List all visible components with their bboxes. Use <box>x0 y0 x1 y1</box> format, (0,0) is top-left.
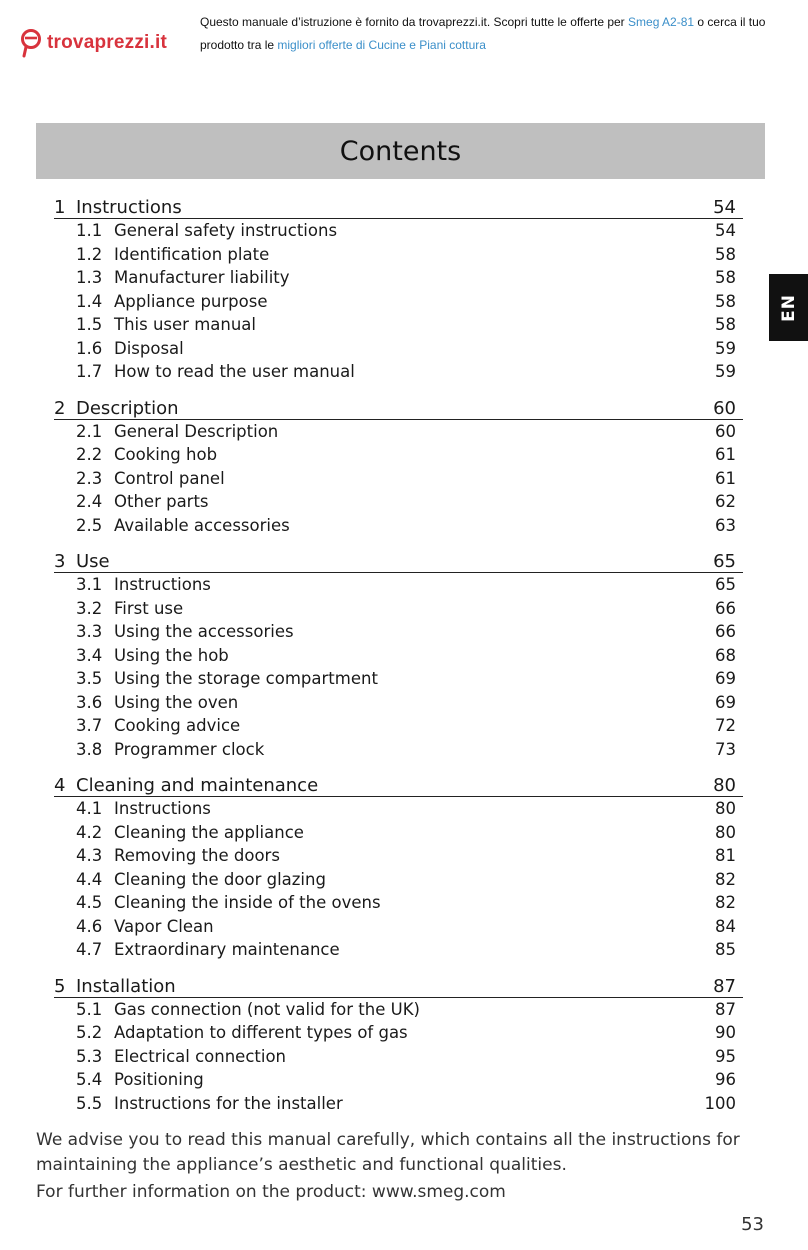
entry-number: 2.4 <box>76 492 103 511</box>
entry-title: Vapor Clean <box>114 916 214 936</box>
entry-label <box>76 891 381 915</box>
toc-entry[interactable] <box>54 290 743 314</box>
chapter-title: Use <box>76 551 110 572</box>
entry-title: Adaptation to different types of gas <box>114 1023 408 1042</box>
toc-entry[interactable] <box>54 243 743 267</box>
entry-title: Cooking advice <box>114 716 241 735</box>
entry-number: 4.1 <box>76 799 103 818</box>
toc-chapter-heading[interactable] <box>54 968 743 998</box>
entry-label <box>76 844 280 868</box>
toc-entry[interactable] <box>54 1045 743 1069</box>
toc-entry[interactable] <box>54 844 743 868</box>
entry-page: 61 <box>715 468 736 488</box>
entry-label <box>76 998 420 1022</box>
entry-label <box>76 1068 204 1092</box>
entry-page: 58 <box>715 291 736 311</box>
entry-page: 73 <box>715 739 736 759</box>
entry-number: 5.3 <box>76 1046 103 1066</box>
entry-title: Available accessories <box>114 515 290 535</box>
entry-label <box>76 1021 408 1045</box>
entry-label <box>76 266 290 290</box>
toc-entry[interactable] <box>54 219 743 243</box>
entry-title: Appliance purpose <box>114 291 268 311</box>
toc-entry[interactable] <box>54 360 743 384</box>
entry-label <box>76 821 304 845</box>
toc-entry[interactable] <box>54 998 743 1022</box>
banner-line-1 <box>200 12 790 35</box>
chapter-title: Installation <box>76 975 176 997</box>
entry-label <box>76 938 340 962</box>
toc-entry[interactable] <box>54 337 743 361</box>
toc-entry[interactable] <box>54 490 743 514</box>
contents-title-band <box>36 123 765 179</box>
entry-title: First use <box>114 598 184 618</box>
chapter-label <box>54 976 176 997</box>
entry-label <box>76 915 214 939</box>
entry-number: 1.7 <box>76 362 103 381</box>
toc-chapter <box>54 968 743 1116</box>
trovaprezzi-logo-icon <box>20 28 42 58</box>
entry-page: 69 <box>715 669 736 688</box>
entry-title: Disposal <box>114 338 184 358</box>
further-info-paragraph: For further information on the product: www.smeg.com <box>36 1182 506 1202</box>
toc-entry[interactable] <box>54 868 743 892</box>
toc-entry[interactable] <box>54 597 743 621</box>
entry-page: 66 <box>715 598 736 618</box>
toc-chapter-heading[interactable] <box>54 390 743 420</box>
page-number: 53 <box>741 1214 764 1235</box>
entry-number: 2.1 <box>76 421 103 441</box>
entry-label <box>76 243 269 267</box>
entry-label <box>76 467 225 491</box>
chapter-number: 5 <box>54 975 66 997</box>
entry-title: Manufacturer liability <box>114 268 290 287</box>
banner-line-2 <box>200 35 790 58</box>
entry-number: 1.3 <box>76 268 103 287</box>
banner-text: Questo manuale d’istruzione è fornito da trovaprezzi.it. Scopri tutte le offerte per <box>200 15 625 29</box>
entry-title: This user manual <box>114 315 256 334</box>
toc-entry[interactable] <box>54 938 743 962</box>
entry-title: Positioning <box>114 1070 204 1089</box>
toc-chapter <box>54 767 743 962</box>
toc-entry[interactable] <box>54 797 743 821</box>
entry-number: 4.5 <box>76 893 103 912</box>
language-label: EN <box>778 293 799 322</box>
entry-page: 82 <box>715 869 736 889</box>
toc-entry[interactable] <box>54 313 743 337</box>
entry-label <box>76 337 184 361</box>
intro-paragraph: We advise you to read this manual carefully, which contains all the instructions for maintaining the appliance’s aesthetic and functional qualities. <box>36 1130 740 1175</box>
toc-entry[interactable] <box>54 714 743 738</box>
category-offers-link[interactable]: migliori offerte di Cucine e Piani cottura <box>277 38 486 52</box>
toc-chapter <box>54 189 743 384</box>
toc-entry[interactable] <box>54 891 743 915</box>
entry-page: 61 <box>715 445 736 464</box>
toc-entry[interactable] <box>54 738 743 762</box>
entry-page: 59 <box>715 362 736 381</box>
entry-title: Cleaning the appliance <box>114 822 304 842</box>
entry-page: 54 <box>715 221 736 240</box>
entry-title: Using the storage compartment <box>114 669 378 688</box>
entry-number: 1.2 <box>76 244 103 264</box>
toc-chapter-heading[interactable] <box>54 767 743 797</box>
entry-number: 2.3 <box>76 468 103 488</box>
entry-number: 4.7 <box>76 940 103 959</box>
toc-entry[interactable] <box>54 915 743 939</box>
entry-page: 87 <box>715 999 736 1019</box>
toc-chapter <box>54 390 743 538</box>
entry-page: 85 <box>715 940 736 959</box>
entry-label <box>76 667 378 691</box>
chapter-number: 3 <box>54 551 66 572</box>
entry-label <box>76 313 256 337</box>
chapter-number: 4 <box>54 775 66 796</box>
entry-page: 68 <box>715 645 736 665</box>
entry-number: 1.1 <box>76 221 103 240</box>
entry-page: 58 <box>715 268 736 287</box>
entry-title: Other parts <box>114 492 209 511</box>
language-tab <box>769 274 808 341</box>
entry-label <box>76 420 278 444</box>
chapter-page: 54 <box>713 197 736 218</box>
entry-page: 82 <box>715 893 736 912</box>
entry-page: 80 <box>715 822 736 842</box>
entry-title: Identification plate <box>114 244 270 264</box>
entry-number: 4.6 <box>76 916 103 936</box>
toc-entry[interactable] <box>54 514 743 538</box>
entry-number: 4.2 <box>76 822 103 842</box>
entry-number: 5.1 <box>76 999 103 1019</box>
entry-number: 2.5 <box>76 515 103 535</box>
entry-number: 3.1 <box>76 575 103 594</box>
entry-page: 100 <box>704 1093 736 1113</box>
entry-page: 96 <box>715 1070 736 1089</box>
product-link[interactable]: Smeg A2-81 <box>628 15 695 29</box>
entry-label <box>76 620 294 644</box>
toc-entry[interactable] <box>54 1021 743 1045</box>
entry-title: Gas connection (not valid for the UK) <box>114 999 420 1019</box>
entry-title: Instructions <box>114 575 211 594</box>
toc-entry[interactable] <box>54 573 743 597</box>
entry-title: Electrical connection <box>114 1046 286 1066</box>
entry-number: 3.6 <box>76 692 103 712</box>
entry-title: How to read the user manual <box>114 362 355 381</box>
chapter-page: 87 <box>713 975 736 997</box>
entry-title: Extraordinary maintenance <box>114 940 340 959</box>
entry-label <box>76 573 211 597</box>
entry-label <box>76 443 217 467</box>
banner-text: prodotto tra le <box>200 38 275 52</box>
entry-title: Cleaning the inside of the ovens <box>114 893 381 912</box>
entry-label <box>76 738 264 762</box>
entry-title: Removing the doors <box>114 846 280 865</box>
entry-number: 3.2 <box>76 598 103 618</box>
entry-page: 59 <box>715 338 736 358</box>
page-title: Contents <box>339 135 462 167</box>
entry-label <box>76 290 267 314</box>
entry-page: 95 <box>715 1046 736 1066</box>
toc-entry[interactable] <box>54 620 743 644</box>
entry-title: General Description <box>114 421 279 441</box>
chapter-title: Cleaning and maintenance <box>76 775 319 796</box>
entry-label <box>76 691 238 715</box>
toc-entry[interactable] <box>54 644 743 668</box>
entry-page: 72 <box>715 716 736 735</box>
table-of-contents <box>54 189 743 1121</box>
chapter-number: 2 <box>54 397 66 419</box>
entry-label <box>76 644 229 668</box>
entry-title: Cleaning the door glazing <box>114 869 326 889</box>
entry-label <box>76 514 290 538</box>
entry-page: 65 <box>715 575 736 594</box>
entry-page: 80 <box>715 799 736 818</box>
entry-title: Cooking hob <box>114 445 218 464</box>
toc-entry[interactable] <box>54 691 743 715</box>
chapter-label <box>54 551 110 572</box>
entry-number: 1.6 <box>76 338 103 358</box>
entry-title: Instructions for the installer <box>114 1093 343 1113</box>
chapter-label <box>54 197 182 218</box>
toc-entry[interactable] <box>54 1068 743 1092</box>
banner-text: o cerca il tuo <box>697 15 766 29</box>
entry-number: 2.2 <box>76 445 103 464</box>
entry-page: 81 <box>715 846 736 865</box>
intro-text <box>36 1128 766 1205</box>
entry-page: 60 <box>715 421 736 441</box>
entry-label <box>76 360 355 384</box>
entry-number: 3.7 <box>76 716 103 735</box>
entry-number: 1.5 <box>76 315 103 334</box>
chapter-title: Instructions <box>76 197 182 218</box>
entry-number: 5.5 <box>76 1093 103 1113</box>
toc-chapter-heading[interactable] <box>54 543 743 573</box>
entry-title: Programmer clock <box>114 739 265 759</box>
toc-entry[interactable] <box>54 420 743 444</box>
entry-number: 3.5 <box>76 669 103 688</box>
toc-entry[interactable] <box>54 1092 743 1116</box>
entry-title: Using the accessories <box>114 622 294 641</box>
entry-title: Using the hob <box>114 645 229 665</box>
toc-entry[interactable] <box>54 443 743 467</box>
chapter-label <box>54 398 179 419</box>
entry-number: 5.2 <box>76 1023 103 1042</box>
entry-label <box>76 490 209 514</box>
logo-text: trovaprezzi.it <box>47 32 167 53</box>
entry-page: 62 <box>715 492 736 511</box>
entry-title: Instructions <box>114 799 211 818</box>
entry-page: 63 <box>715 515 736 535</box>
toc-chapter <box>54 543 743 761</box>
entry-page: 58 <box>715 244 736 264</box>
entry-page: 66 <box>715 622 736 641</box>
chapter-page: 80 <box>713 775 736 796</box>
trovaprezzi-logo[interactable] <box>20 28 167 58</box>
entry-page: 58 <box>715 315 736 334</box>
entry-number: 5.4 <box>76 1070 103 1089</box>
entry-label <box>76 797 211 821</box>
entry-number: 3.4 <box>76 645 103 665</box>
entry-label <box>76 597 183 621</box>
chapter-label <box>54 775 318 796</box>
entry-number: 4.4 <box>76 869 103 889</box>
toc-entry[interactable] <box>54 467 743 491</box>
entry-title: Control panel <box>114 468 225 488</box>
entry-number: 4.3 <box>76 846 103 865</box>
toc-entry[interactable] <box>54 266 743 290</box>
chapter-page: 60 <box>713 397 736 419</box>
toc-entry[interactable] <box>54 667 743 691</box>
entry-title: Using the oven <box>114 692 239 712</box>
entry-number: 1.4 <box>76 291 103 311</box>
chapter-number: 1 <box>54 197 66 218</box>
toc-chapter-heading[interactable] <box>54 189 743 219</box>
entry-label <box>76 1092 343 1116</box>
chapter-title: Description <box>76 397 179 419</box>
entry-label <box>76 868 326 892</box>
entry-label <box>76 714 240 738</box>
chapter-page: 65 <box>713 551 736 572</box>
toc-entry[interactable] <box>54 821 743 845</box>
entry-title: General safety instructions <box>114 221 338 240</box>
entry-number: 3.8 <box>76 739 103 759</box>
entry-page: 69 <box>715 692 736 712</box>
entry-page: 84 <box>715 916 736 936</box>
entry-label <box>76 219 337 243</box>
entry-number: 3.3 <box>76 622 103 641</box>
affiliate-banner <box>200 12 790 58</box>
entry-page: 90 <box>715 1023 736 1042</box>
entry-label <box>76 1045 286 1069</box>
